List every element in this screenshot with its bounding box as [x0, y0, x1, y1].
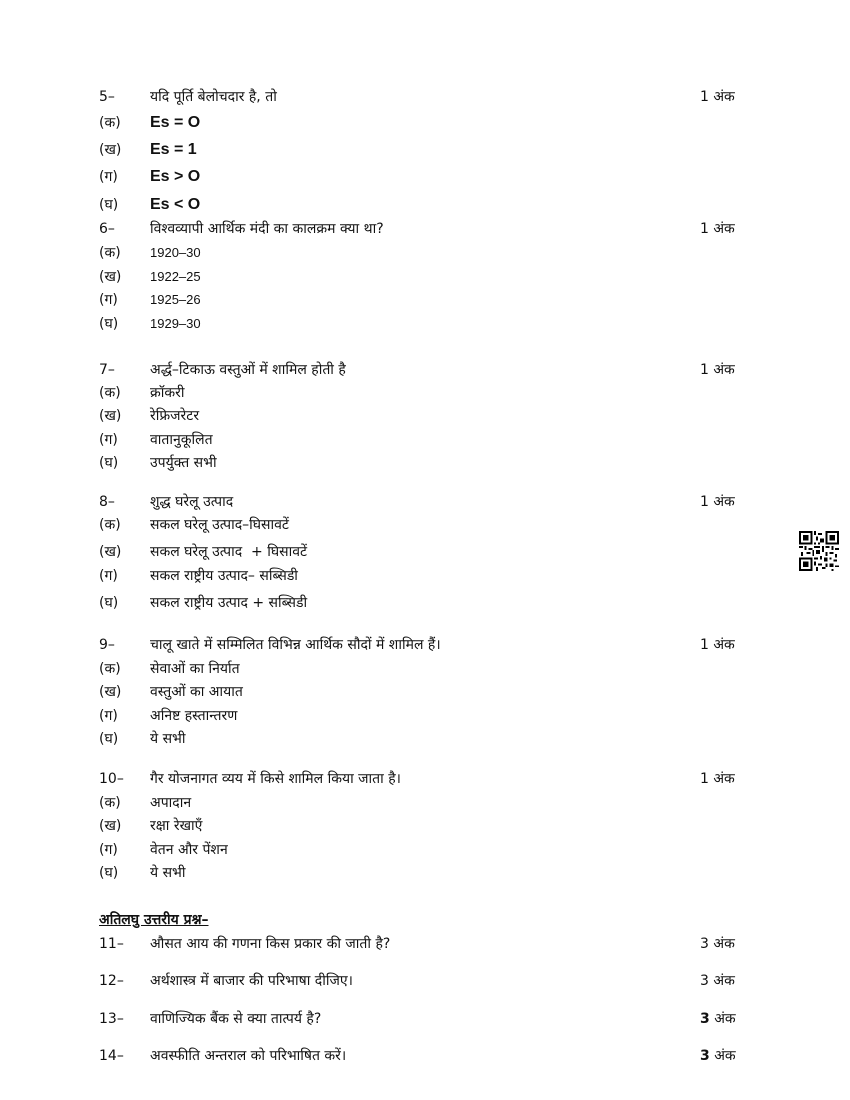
question-number: 6–	[99, 221, 115, 237]
marks-word: अंक	[714, 1011, 736, 1027]
option-row	[0, 541, 850, 563]
option-row	[0, 839, 850, 861]
option-text: सकल राष्ट्रीय उत्पाद + सब्सिडी	[150, 595, 308, 611]
section-heading-row	[0, 909, 850, 931]
option-label: (ग)	[99, 169, 118, 185]
question-number: 7–	[99, 362, 115, 378]
question-number: 5–	[99, 89, 115, 105]
question-11	[0, 933, 850, 955]
option-row	[0, 382, 850, 404]
option-row	[0, 728, 850, 750]
option-label: (क)	[99, 115, 121, 131]
option-row	[0, 166, 850, 188]
option-row	[0, 139, 850, 161]
question-marks: 1 अंक	[700, 494, 735, 510]
question-number: 10–	[99, 771, 124, 787]
option-label: (ग)	[99, 292, 118, 308]
question-number: 14–	[99, 1048, 124, 1064]
option-label: (क)	[99, 385, 121, 401]
question-marks	[700, 1008, 736, 1030]
option-row	[0, 815, 850, 837]
option-label: (ख)	[99, 408, 122, 424]
question-text: शुद्ध घरेलू उत्पाद	[150, 494, 234, 510]
option-text: सकल घरेलू उत्पाद–घिसावटें	[150, 517, 289, 533]
marks-digit: 3	[700, 936, 709, 952]
option-label: (ग)	[99, 432, 118, 448]
option-row	[0, 514, 850, 536]
option-text: वातानुकूलित	[150, 432, 213, 448]
question-text: औसत आय की गणना किस प्रकार की जाती है?	[150, 936, 391, 952]
option-text: Es < O	[150, 196, 201, 213]
option-text: 1922–25	[150, 269, 201, 284]
option-label: (घ)	[99, 316, 119, 332]
marks-word: अंक	[714, 1048, 736, 1064]
option-row	[0, 452, 850, 474]
question-12	[0, 970, 850, 992]
option-text: सकल घरेलू उत्पाद + घिसावटें	[150, 544, 308, 560]
question-14	[0, 1045, 850, 1067]
option-label: (ख)	[99, 269, 122, 285]
option-text: वेतन और पेंशन	[150, 842, 228, 858]
marks-digit: 3	[700, 973, 709, 989]
question-5	[0, 86, 850, 108]
option-label: (ख)	[99, 544, 122, 560]
option-text: सकल राष्ट्रीय उत्पाद– सब्सिडी	[150, 568, 298, 584]
option-text: सेवाओं का निर्यात	[150, 661, 240, 677]
question-text: अवस्फीति अन्तराल को परिभाषित करें।	[150, 1048, 347, 1064]
question-text: चालू खाते में सम्मिलित विभिन्न आर्थिक सौदों में शामिल हैं।	[150, 637, 441, 653]
option-row	[0, 681, 850, 703]
marks-word: अंक	[713, 936, 735, 952]
option-row	[0, 266, 850, 288]
option-row	[0, 242, 850, 264]
option-row	[0, 565, 850, 587]
option-text: रक्षा रेखाएँ	[150, 818, 203, 834]
option-label: (ख)	[99, 142, 122, 158]
question-number: 9–	[99, 637, 115, 653]
option-label: (ख)	[99, 818, 122, 834]
option-text: उपर्युक्त सभी	[150, 455, 217, 471]
option-label: (घ)	[99, 455, 119, 471]
option-text: रेफ्रिजरेटर	[150, 408, 200, 424]
question-marks: 1 अंक	[700, 89, 735, 105]
question-marks	[700, 1045, 736, 1067]
marks-digit: 3	[700, 1011, 710, 1027]
option-row	[0, 429, 850, 451]
option-text: ये सभी	[150, 865, 186, 881]
option-text: क्रॉकरी	[150, 385, 185, 401]
question-8	[0, 491, 850, 513]
question-marks	[700, 970, 735, 992]
question-7	[0, 359, 850, 381]
question-marks: 1 अंक	[700, 362, 735, 378]
section-heading: अतिलघु उत्तरीय प्रश्न–	[99, 912, 209, 928]
question-number: 11–	[99, 936, 124, 952]
question-text: वाणिज्यिक बैंक से क्या तात्पर्य है?	[150, 1011, 322, 1027]
question-text: यदि पूर्ति बेलोचदार है, तो	[150, 89, 277, 105]
option-row	[0, 862, 850, 884]
question-text: गैर योजनागत व्यय में किसे शामिल किया जाता है।	[150, 771, 401, 787]
question-13	[0, 1008, 850, 1030]
option-row	[0, 705, 850, 727]
option-row	[0, 658, 850, 680]
option-label: (क)	[99, 661, 121, 677]
option-row	[0, 592, 850, 614]
question-10	[0, 768, 850, 790]
question-marks: 1 अंक	[700, 771, 735, 787]
question-6	[0, 218, 850, 240]
option-text: Es = 1	[150, 141, 197, 158]
option-text: 1929–30	[150, 316, 201, 331]
option-text: Es = O	[150, 114, 201, 131]
option-row	[0, 792, 850, 814]
option-label: (क)	[99, 795, 121, 811]
question-marks: 1 अंक	[700, 637, 735, 653]
option-text: वस्तुओं का आयात	[150, 684, 243, 700]
option-row	[0, 112, 850, 134]
option-text: अपादान	[150, 795, 192, 811]
option-label: (ग)	[99, 568, 118, 584]
option-label: (क)	[99, 245, 121, 261]
question-text: विश्वव्यापी आर्थिक मंदी का कालक्रम क्या था?	[150, 221, 384, 237]
question-9	[0, 634, 850, 656]
option-label: (क)	[99, 517, 121, 533]
option-label: (घ)	[99, 595, 119, 611]
option-label: (घ)	[99, 865, 119, 881]
question-text: अर्थशास्त्र में बाजार की परिभाषा दीजिए।	[150, 973, 353, 989]
question-number: 13–	[99, 1011, 124, 1027]
option-row	[0, 313, 850, 335]
question-number: 12–	[99, 973, 124, 989]
option-text: 1925–26	[150, 292, 201, 307]
question-marks	[700, 933, 735, 955]
option-row	[0, 289, 850, 311]
option-label: (ख)	[99, 684, 122, 700]
option-label: (ग)	[99, 842, 118, 858]
option-text: Es > O	[150, 168, 201, 185]
qr-code-icon	[799, 531, 839, 571]
option-text: अनिष्ट हस्तान्तरण	[150, 708, 238, 724]
question-text: अर्द्ध–टिकाऊ वस्तुओं में शामिल होती है	[150, 362, 346, 378]
option-label: (घ)	[99, 731, 119, 747]
option-label: (घ)	[99, 197, 119, 213]
option-row	[0, 405, 850, 427]
option-label: (ग)	[99, 708, 118, 724]
question-number: 8–	[99, 494, 115, 510]
marks-digit: 3	[700, 1048, 710, 1064]
option-row	[0, 194, 850, 216]
option-text: ये सभी	[150, 731, 186, 747]
question-marks: 1 अंक	[700, 221, 735, 237]
marks-word: अंक	[713, 973, 735, 989]
option-text: 1920–30	[150, 245, 201, 260]
